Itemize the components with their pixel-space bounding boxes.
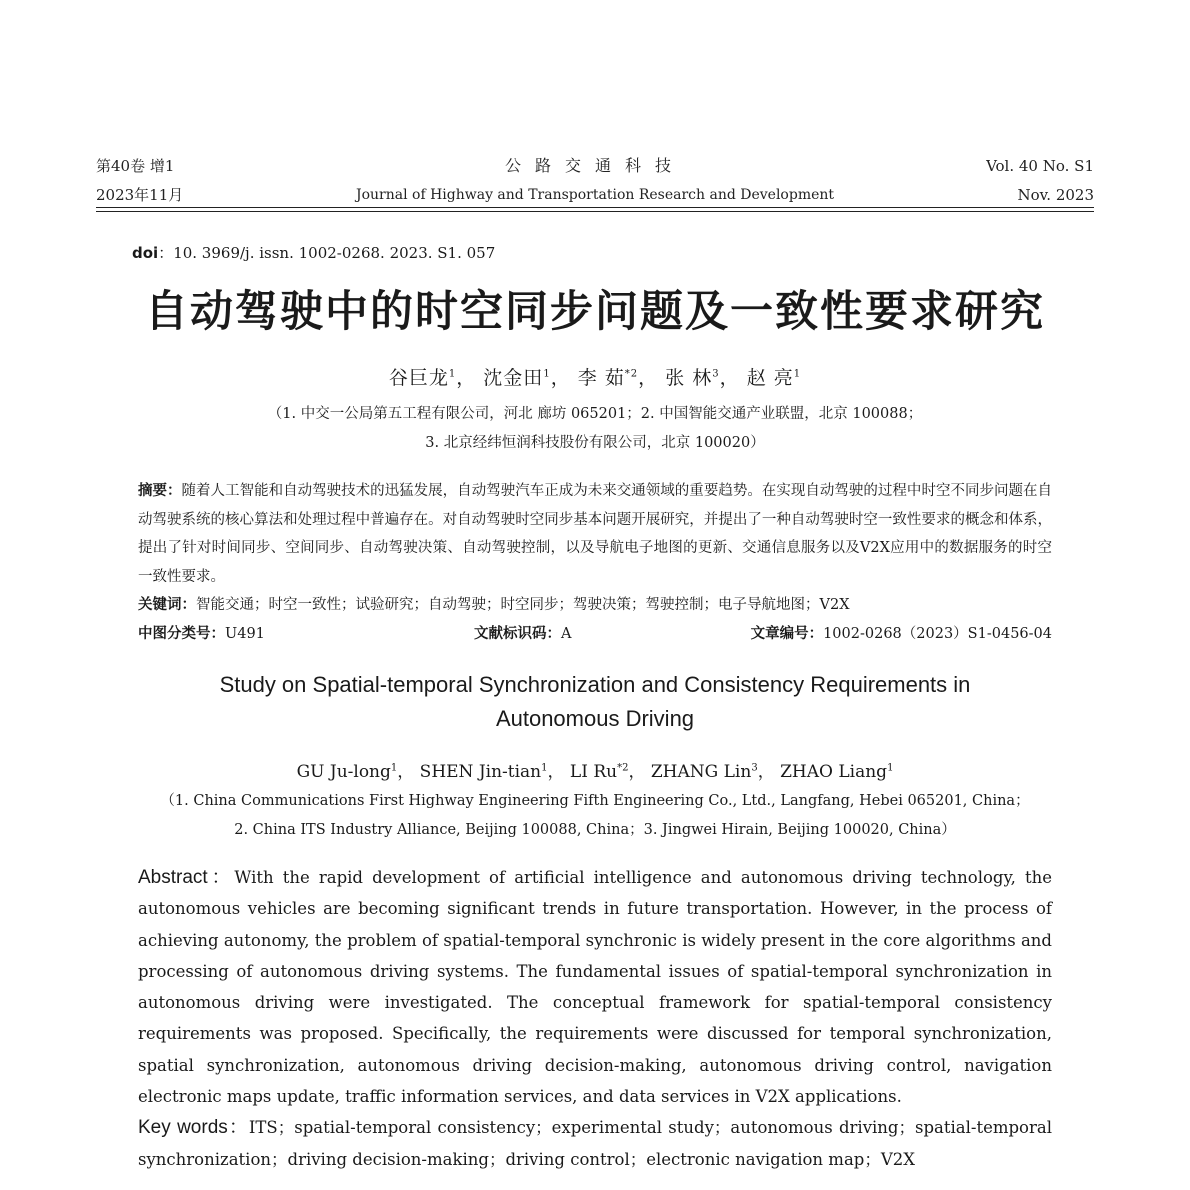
document-code: 文献标识码：A xyxy=(474,626,572,642)
header-rule-thin xyxy=(96,211,1094,212)
author-en: LI Ru$^{*2}$， xyxy=(569,762,646,782)
journal-title-en: Journal of Highway and Transportation Research and Development xyxy=(355,187,835,203)
affiliations-en xyxy=(0,787,1190,845)
affiliation-line: 3. 北京经纬恒润科技股份有限公司，北京 100020） xyxy=(425,435,765,451)
author-cn: 赵 亮$^1$ xyxy=(746,367,802,389)
keywords-cn xyxy=(138,591,1052,620)
header-vol-no: Vol. 40 No. S1 xyxy=(986,157,1094,175)
abstract-en xyxy=(138,862,1052,1175)
title-en-line: Study on Spatial-temporal Synchronization and Consistency Requirements in xyxy=(219,672,971,697)
author-list-cn xyxy=(0,363,1190,390)
doi-value: ：10. 3969/j. issn. 1002-0268. 2023. S1. 057 xyxy=(158,244,496,262)
author-cn: 沈金田$^1$， xyxy=(483,367,571,389)
author-en: GU Ju-long$^1$， xyxy=(296,762,415,782)
page-title-cn: 自动驾驶中的时空同步问题及一致性要求研究 xyxy=(145,287,1045,337)
header-date-en: Nov. 2023 xyxy=(1017,186,1094,204)
affiliations-cn xyxy=(0,400,1190,458)
header-rule-thick xyxy=(96,207,1094,208)
author-en: ZHAO Liang$^1$ xyxy=(780,762,894,782)
doi-line xyxy=(132,242,495,263)
keywords-en xyxy=(138,1112,1052,1175)
article-number: 文章编号：1002-0268（2023）S1-0456-04 xyxy=(750,626,1052,642)
author-cn: 李 茹$^{*2}$， xyxy=(577,367,659,389)
header-date-cn: 2023年11月 xyxy=(96,186,184,204)
header-volume: 第40卷 增1 xyxy=(96,157,175,175)
title-en-line: Autonomous Driving xyxy=(495,706,695,731)
abstract-cn xyxy=(138,477,1052,620)
affiliation-line: （1. 中交一公局第五工程有限公司，河北 廊坊 065201；2. 中国智能交通产业联盟，北京 100088； xyxy=(267,406,923,422)
keywords-en-text: ITS；spatial-temporal consistency；experimental study；autonomous driving；spatial-temporal synchronization；driving decision-making；driving control；electronic navigation map；V2X xyxy=(138,1118,1052,1169)
clc-number: 中图分类号：U491 xyxy=(138,626,265,642)
affiliation-line: 2. China ITS Industry Alliance, Beijing 100088, China；3. Jingwei Hirain, Beijing 100020, China） xyxy=(234,822,956,838)
affiliation-line: （1. China Communications First Highway Engineering Fifth Engineering Co., Ltd., Langfang, Hebei 065201, China； xyxy=(160,793,1030,809)
abstract-cn-text: 随着人工智能和自动驾驶技术的迅猛发展，自动驾驶汽车正成为未来交通领域的重要趋势。在实现自动驾驶的过程中时空不同步问题在自动驾驶系统的核心算法和处理过程中普遍存在。对自动驾驶时空同步基本问题开展研究，并提出了一种自动驾驶时空一致性要求的概念和体系，提出了针对时间同步、空间同步、自动驾驶决策、自动驾驶控制，以及导航电子地图的更新、交通信息服务以及V2X应用中的数据服务的时空一致性要求。 xyxy=(138,483,1053,585)
keywords-cn-label: 关键词： xyxy=(138,597,196,613)
keywords-en-label: Key words： xyxy=(138,1117,249,1139)
author-list-en xyxy=(0,757,1190,782)
abstract-en-text: With the rapid development of artificial intelligence and autonomous driving technology, the autonomous vehicles are becoming significant trends in future transportation. However, in the process of achieving autonomy, the problem of spatial-temporal synchronic is widely present in the core algorithms and processing of autonomous driving systems. The fundamental issues of spatial-temporal synchronization in autonomous driving were investigated. The conceptual framework for spatial-temporal consistency requirements was proposed. Specifically, the requirements were discussed for temporal synchronization, spatial synchronization, autonomous driving decision-making, autonomous driving control, navigation electronic maps update, traffic information services, and data services in V2X applications. xyxy=(138,868,1052,1107)
abstract-en-paragraph xyxy=(138,862,1052,1112)
abstract-cn-paragraph xyxy=(138,477,1052,591)
abstract-en-label: Abstract： xyxy=(138,867,235,888)
author-cn: 张 林$^3$， xyxy=(665,367,740,389)
author-cn: 谷巨龙$^1$， xyxy=(388,367,477,389)
doi-label: doi xyxy=(132,244,159,262)
keywords-cn-text: 智能交通；时空一致性；试验研究；自动驾驶；时空同步；驾驶决策；驾驶控制；电子导航地图；V2X xyxy=(196,597,850,613)
journal-title-cn: 公路交通科技 xyxy=(504,156,685,175)
page-title-en xyxy=(0,668,1190,736)
abstract-cn-label: 摘要： xyxy=(138,483,182,499)
author-en: ZHANG Lin$^3$， xyxy=(650,762,775,782)
author-en: SHEN Jin-tian$^1$， xyxy=(419,762,565,782)
